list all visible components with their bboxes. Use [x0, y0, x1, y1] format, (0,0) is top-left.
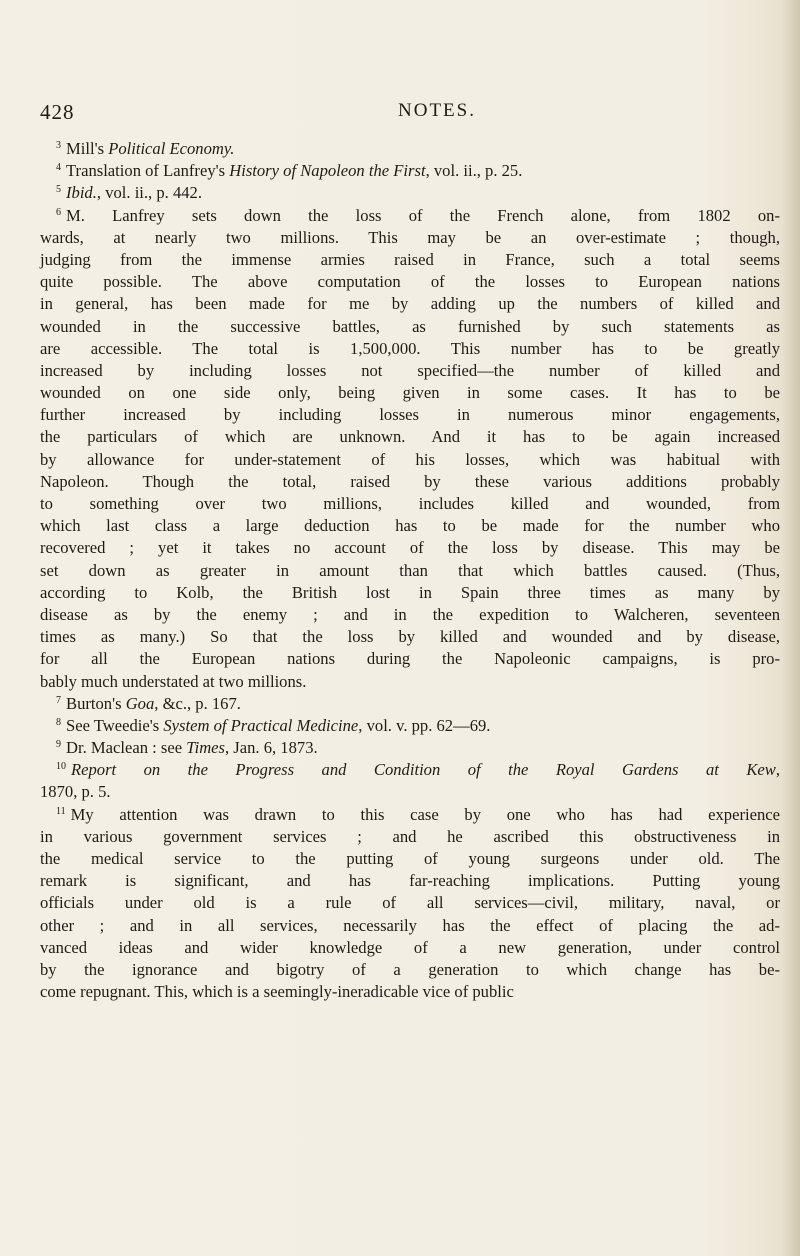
footnote-5 [40, 182, 780, 204]
footnote-text: the particulars of which are unknown. And it has to be again increased [40, 427, 780, 447]
running-title: NOTES. [398, 100, 476, 121]
footnote-marker: 5 [56, 184, 61, 196]
footnote-text: Napoleon. Though the total, raised by these various additions probably [40, 471, 780, 491]
footnote-text: Translation of Lanfrey's [66, 161, 230, 181]
footnote-text: to something over two millions, includes killed and wounded, from [40, 494, 780, 513]
footnote-text: Mill's [66, 139, 109, 158]
footnote-text: in general, has been made for me by adding up the numbers of killed and [40, 294, 780, 314]
footnote-text: in various government services ; and he ascribed this obstructiveness in [40, 826, 780, 846]
footnote-line [40, 404, 780, 426]
footnote-text: , Jan. 6, 1873. [225, 738, 318, 758]
footnote-text: for all the European nations during the Napoleonic campaigns, is pro- [40, 649, 780, 669]
footnote-line [40, 293, 780, 315]
footnote-text: quite possible. The above computation of the losses to European nations [40, 272, 780, 292]
page-number: 428 [40, 100, 75, 124]
footnote-text: times as many.) So that the loss by killed and wounded and by disease, [40, 627, 780, 647]
footnote-line [40, 781, 780, 803]
italic-title-text: Ibid. [66, 183, 97, 203]
footnote-line [40, 648, 780, 670]
footnote-text: recovered ; yet it takes no account of the loss by disease. This may be [40, 538, 780, 558]
footnote-line [40, 271, 780, 293]
footnote-line [40, 937, 780, 959]
italic-title-text: Goa [125, 693, 155, 713]
footnote-text: increased by including losses not specified—the number of killed and [40, 360, 780, 380]
footnote-text: disease as by the enemy ; and in the expedition to Walcheren, seventeen [40, 604, 780, 624]
footnote-9 [40, 737, 780, 759]
footnote-10 [40, 759, 780, 803]
footnote-line [40, 338, 780, 360]
footnote-text: remark is significant, and has far-reaching implications. Putting young [40, 871, 780, 891]
footnote-line [40, 205, 780, 227]
footnote-line [40, 249, 780, 271]
footnote-3 [40, 138, 780, 160]
footnote-text: are accessible. The total is 1,500,000. This number has to be greatly [40, 338, 780, 358]
footnote-line [40, 537, 780, 559]
footnote-text: according to Kolb, the British lost in Spain three times as many by [40, 582, 780, 602]
footnote-text: , vol. ii., p. 25. [425, 161, 523, 181]
italic-title-text: Report on the Progress and Condition of the Royal Gardens at Kew [71, 760, 776, 780]
footnote-line [40, 981, 780, 1003]
footnote-text: See Tweedie's [66, 715, 164, 735]
footnote-text: , vol. v. pp. 62—69. [358, 715, 491, 735]
footnote-text: other ; and in all services, necessarily has the effect of placing the ad- [40, 915, 780, 935]
footnote-marker: 3 [56, 140, 61, 151]
footnote-marker: 9 [56, 739, 61, 751]
footnote-6 [40, 205, 780, 693]
footnote-line [40, 693, 780, 715]
footnote-text: wounded in the successive battles, as furnished by such statements as [40, 316, 780, 336]
footnote-line [40, 604, 780, 626]
page-edge-shadow [782, 0, 800, 1256]
footnote-line [40, 471, 780, 493]
footnote-line [40, 515, 780, 537]
footnote-line [40, 426, 780, 448]
italic-title-text: Political Economy. [108, 139, 235, 158]
page-header [40, 100, 760, 128]
footnote-line [40, 870, 780, 892]
footnote-text: wounded on one side only, being given in some cases. It has to be [40, 383, 780, 403]
footnote-text: judging from the immense armies raised in France, such a total seems [40, 249, 780, 269]
footnote-text: My attention was drawn to this case by one who has had experience [70, 804, 780, 824]
footnote-text: bably much understated at two millions. [40, 671, 307, 691]
italic-title-text: Times [186, 738, 225, 758]
footnote-line [40, 804, 780, 826]
footnote-marker: 7 [56, 694, 61, 706]
footnote-line [40, 227, 780, 249]
footnote-line [40, 915, 780, 937]
footnote-line [40, 848, 780, 870]
footnote-text: M. Lanfrey sets down the loss of the French alone, from 1802 on- [66, 205, 780, 225]
footnote-line [40, 382, 780, 404]
footnote-line [40, 582, 780, 604]
footnote-marker: 8 [56, 716, 61, 728]
footnote-text: Burton's [66, 693, 126, 713]
footnote-text: officials under old is a rule of all services—civil, military, naval, or [40, 893, 780, 913]
footnote-text: , vol. ii., p. 442. [96, 183, 202, 203]
italic-title-text: History of Napoleon the First [229, 161, 426, 181]
italic-title-text: System of Practical Medicine [163, 715, 359, 735]
footnote-text: 1870, p. 5. [40, 782, 111, 802]
footnote-line [40, 138, 780, 160]
footnote-text: vanced ideas and wider knowledge of a new generation, under control [40, 937, 780, 957]
footnote-text: wards, at nearly two millions. This may be an over-estimate ; though, [40, 227, 780, 247]
footnote-text: , [775, 760, 780, 780]
footnote-marker: 6 [56, 206, 61, 218]
footnote-marker: 10 [56, 761, 66, 773]
footnote-text: which last class a large deduction has to be made for the number who [40, 516, 780, 536]
footnote-line [40, 671, 780, 693]
footnote-text: set down as greater in amount than that which battles caused. (Thus, [40, 560, 780, 580]
footnote-line [40, 360, 780, 382]
footnote-7 [40, 693, 780, 715]
footnote-line [40, 182, 780, 204]
footnote-line [40, 626, 780, 648]
footnote-text: by allowance for under-statement of his losses, which was habitual with [40, 449, 780, 469]
footnote-marker: 11 [56, 805, 66, 817]
footnote-text: Dr. Maclean : see [66, 738, 187, 758]
footnote-line [40, 560, 780, 582]
footnote-text: further increased by including losses in numerous minor engagements, [40, 405, 780, 425]
footnote-line [40, 493, 780, 515]
footnote-text: , &c., p. 167. [154, 693, 241, 713]
footnote-text: by the ignorance and bigotry of a generation to which change has be- [40, 959, 780, 979]
footnote-text: come repugnant. This, which is a seemingly-ineradicable vice of public [40, 982, 514, 1002]
footnote-line [40, 316, 780, 338]
footnote-line [40, 959, 780, 981]
footnote-text: the medical service to the putting of young surgeons under old. The [40, 849, 780, 868]
footnote-line [40, 826, 780, 848]
footnote-line [40, 160, 780, 182]
footnote-line [40, 715, 780, 737]
footnote-marker: 4 [56, 162, 61, 174]
footnote-11 [40, 804, 780, 1004]
footnote-8 [40, 715, 780, 737]
footnote-line [40, 892, 780, 914]
footnote-line [40, 737, 780, 759]
footnote-line [40, 759, 780, 781]
footnotes-list [40, 138, 780, 1003]
footnote-4 [40, 160, 780, 182]
footnote-line [40, 449, 780, 471]
